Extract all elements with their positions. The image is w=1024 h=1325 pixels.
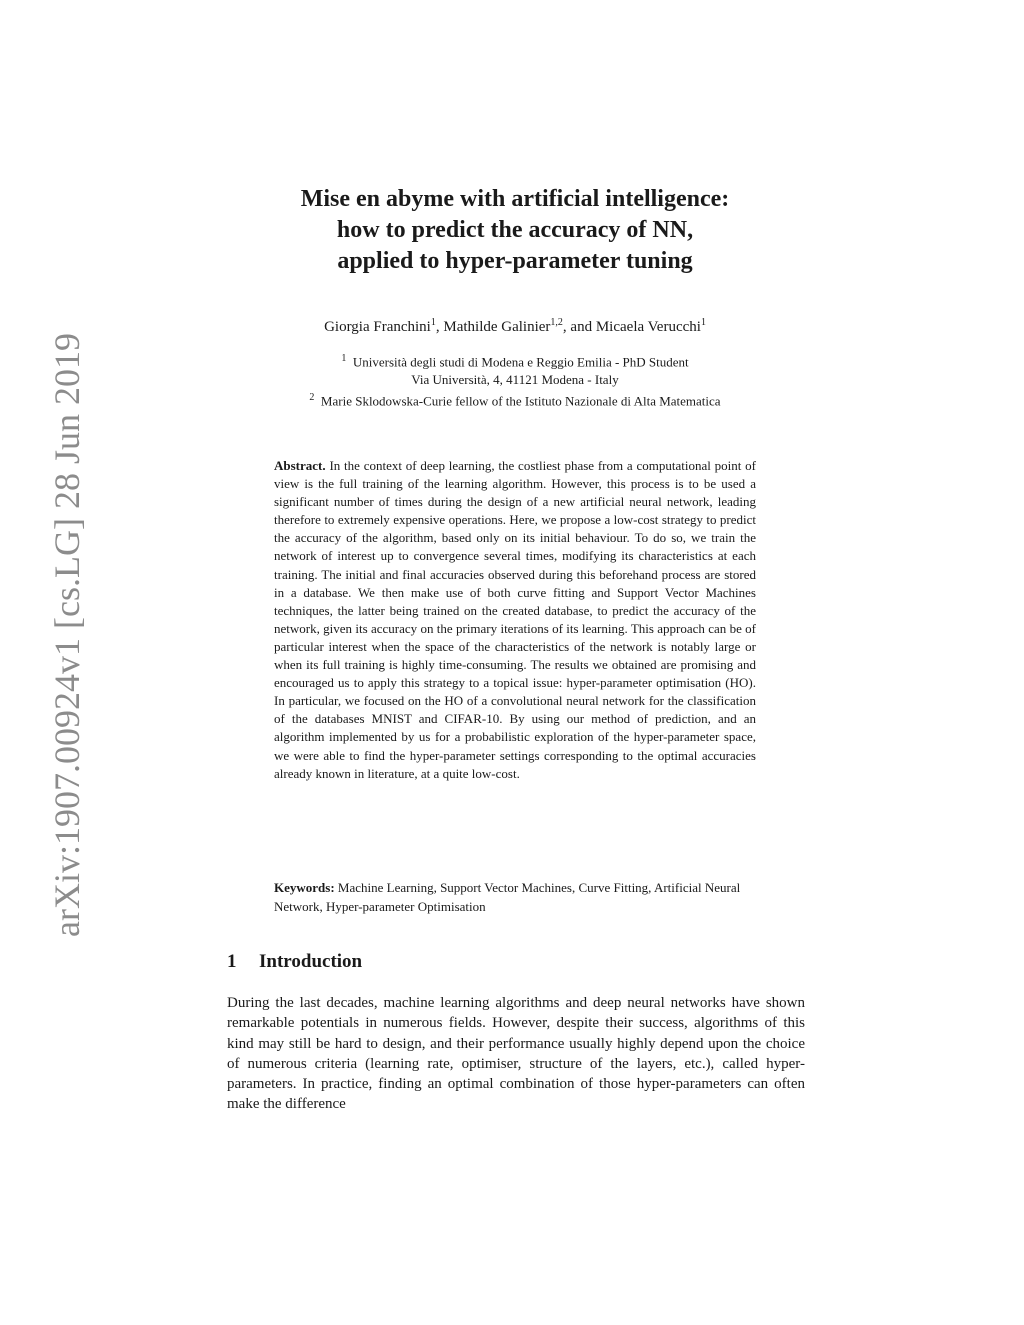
author-name: Mathilde Galinier	[443, 319, 551, 335]
abstract	[274, 457, 756, 783]
author-affiliation-mark: 1	[700, 317, 706, 328]
title-line-1: Mise en abyme with artificial intelligence:	[300, 186, 730, 212]
author-affiliation-mark: 1	[430, 317, 436, 328]
affiliation-2-line-1	[180, 389, 850, 410]
keywords-text: Machine Learning, Support Vector Machines, Curve Fitting, Artificial Neural Network, Hyper-parameter Optimisation	[274, 880, 741, 914]
keywords	[274, 879, 756, 916]
affiliation-text: Università degli studi di Modena e Reggio Emilia - PhD Student	[352, 354, 689, 370]
author-name: Micaela Verucchi	[595, 319, 701, 335]
author-list	[200, 313, 830, 337]
section-title: Introduction	[259, 951, 363, 972]
affiliations	[180, 350, 850, 411]
affiliation-mark: 2	[309, 392, 315, 404]
author-name: Giorgia Franchini	[324, 319, 431, 335]
abstract-label: Abstract.	[274, 458, 326, 473]
section-body-text: During the last decades, machine learning algorithms and deep neural networks have shown remarkable potentials in numerous fields. However, despite their success, algorithms of this kind may still be hard to design, and their performance usually highly depend upon the choice of numerous criteria (learning rate, optimiser, structure of the layers, etc.), called hyper-parameters. In practice, finding an optimal combination of those hyper-parameters can often make the difference	[227, 995, 805, 1113]
author-separator: , and	[562, 319, 596, 335]
affiliation-mark: 1	[341, 353, 347, 364]
keywords-label: Keywords:	[274, 880, 335, 895]
section-number: 1	[227, 951, 237, 972]
abstract-text: In the context of deep learning, the costliest phase from a computational point of view is the full training of the learning algorithm. However, this process is to be used a significant number of times during the design of a new artificial neural network, leading therefore to extremely expensive operations. Here, we propose a low-cost strategy to predict the accuracy of the algorithm, based only on its initial behaviour. To do so, we train the network of interest up to convergence several times, modifying its characteristics at each training. The initial and final accuracies observed during this beforehand process are stored in a database. We then make use of both curve fitting and Support Vector Machines techniques, the latter being trained on the created database, to predict the accuracy of the network, given its accuracy on the primary iterations of its learning. This approach can be of particular interest when the space of the characteristics of the network is notably large or when its full training is highly time-consuming. The results we obtained are promising and encouraged us to apply this strategy to a topical issue: hyper-parameter optimisation (HO). In particular, we focused on the HO of a convolutional neural network for the classification of the databases MNIST and CIFAR-10. By using our method of prediction, and an algorithm implemented by us for a probabilistic exploration of the hyper-parameter space, we were able to find the hyper-parameter settings corresponding to the optimal accuracies already known in literature, at a quite low-cost.	[274, 458, 756, 781]
title-line-3: applied to hyper-parameter tuning	[337, 248, 693, 274]
title-line-2: how to predict the accuracy of NN,	[336, 217, 694, 243]
affiliation-1-line-2: Via Università, 4, 41121 Modena - Italy	[411, 372, 619, 388]
arxiv-identifier: arXiv:1907.00924v1 [cs.LG] 28 Jun 2019	[47, 333, 87, 937]
author-affiliation-mark: 1,2	[550, 317, 563, 328]
section-heading	[227, 951, 362, 973]
author-separator: ,	[435, 319, 444, 335]
paper-title	[200, 184, 830, 277]
affiliation-text: Marie Sklodowska-Curie fellow of the Istituto Nazionale di Alta Matematica	[320, 393, 721, 409]
affiliation-1-line-1	[180, 350, 850, 371]
